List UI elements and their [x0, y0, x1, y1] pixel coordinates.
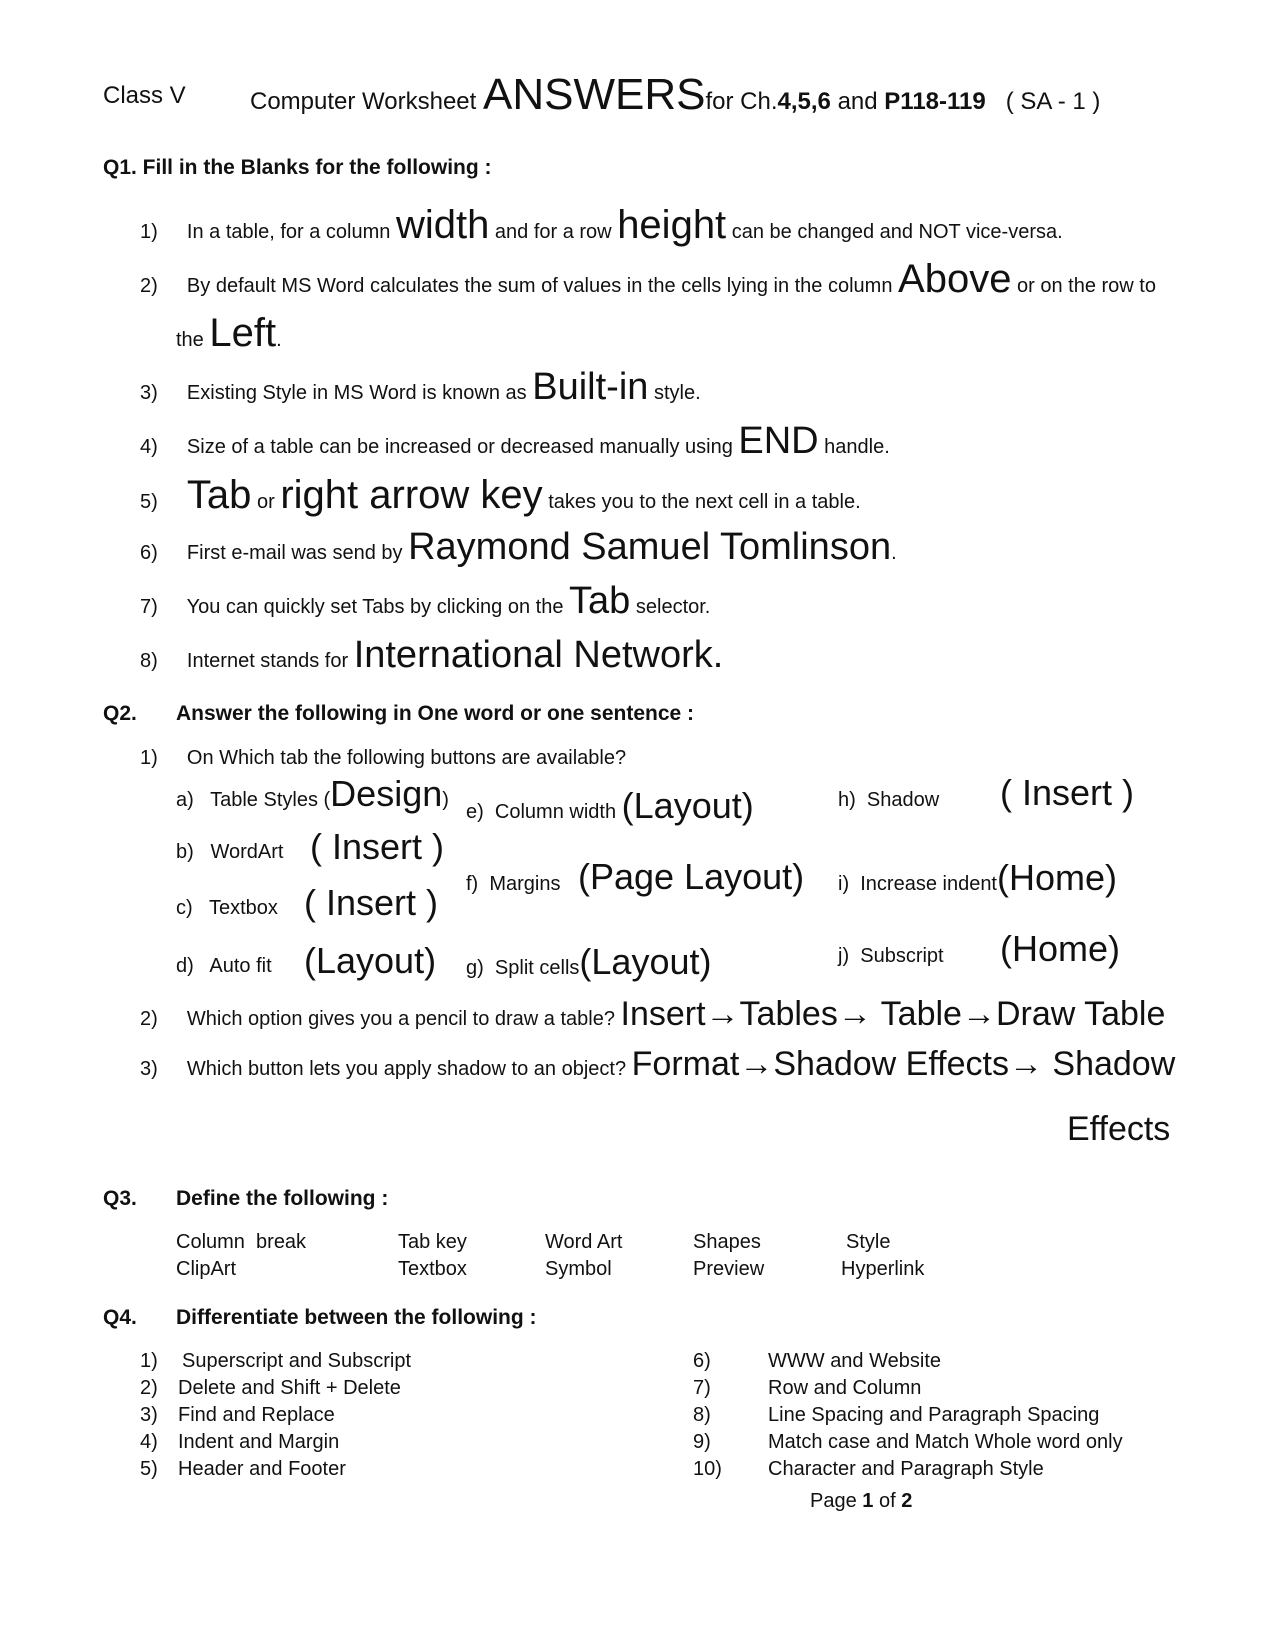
q1-item-7: [140, 576, 710, 632]
q4-heading: Differentiate between the following :: [176, 1306, 537, 1329]
button-c: [176, 884, 278, 932]
answer-draw-table: Insert→Tables→ Table→Draw Table: [620, 995, 1166, 1033]
q4-left-num: 3): [140, 1404, 158, 1426]
q2-sub-1: [140, 747, 626, 770]
item-number: 2): [140, 275, 158, 297]
item-number: 4): [140, 436, 158, 458]
item-text: Existing Style in MS Word is known as: [186, 382, 527, 404]
answer-right-arrow-key: right arrow key: [280, 473, 543, 517]
button-letter: d): [176, 955, 194, 977]
q2-label: Q2.: [103, 702, 137, 725]
answer-international-network: International Network.: [353, 634, 724, 676]
item-text: and for a row: [494, 221, 612, 243]
item-number: 6): [140, 542, 158, 564]
q4-right-text: Line Spacing and Paragraph Spacing: [768, 1404, 1100, 1426]
item-text: You can quickly set Tabs by clicking on the: [186, 596, 564, 618]
item-number: 1): [140, 747, 158, 769]
button-g: [466, 938, 711, 992]
button-f: [466, 860, 560, 908]
title-answers: ANSWERS: [482, 70, 706, 119]
item-number: 3): [140, 1058, 158, 1080]
q4-left-num: 5): [140, 1458, 158, 1480]
button-b: [176, 828, 283, 876]
button-j: [838, 932, 944, 980]
button-letter: j): [838, 945, 850, 967]
button-name: Textbox: [208, 897, 278, 919]
button-answer: (Layout): [579, 941, 712, 982]
button-e: [466, 782, 754, 836]
of-word: of: [878, 1490, 896, 1512]
item-text: In a table, for a column: [186, 221, 391, 243]
item-number: 2): [140, 1008, 158, 1030]
item-text: the: [176, 329, 204, 351]
item-text: .: [891, 542, 897, 564]
title-prefix: Computer Worksheet: [250, 88, 477, 115]
q4-right-text: Row and Column: [768, 1377, 922, 1399]
q3-term: Hyperlink: [841, 1258, 925, 1280]
q4-right-num: 9): [693, 1431, 711, 1453]
button-d-answer: (Layout): [304, 940, 437, 981]
button-name: Column width: [494, 801, 617, 823]
button-name: Shadow: [866, 789, 940, 811]
page-number: 1: [862, 1490, 874, 1512]
q4-right-num: 6): [693, 1350, 711, 1372]
button-i: [838, 854, 1117, 908]
button-letter: a): [176, 789, 194, 811]
q4-left-num: 2): [140, 1377, 158, 1399]
q4-left-text: Indent and Margin: [178, 1431, 340, 1453]
q4-label: Q4.: [103, 1306, 137, 1329]
q2-heading: Answer the following in One word or one sentence :: [176, 702, 695, 725]
item-text: or: [256, 491, 275, 513]
button-letter: c): [176, 897, 193, 919]
title-and: and: [837, 88, 878, 115]
button-f-answer: (Page Layout): [578, 856, 805, 897]
item-text: First e-mail was send by: [186, 542, 403, 564]
answer-height: height: [617, 203, 727, 247]
button-c-answer: ( Insert ): [304, 882, 439, 923]
title-sa: ( SA - 1 ): [1005, 88, 1101, 115]
q4-right-num: 7): [693, 1377, 711, 1399]
button-letter: g): [466, 957, 484, 979]
q2-sub-3: [140, 1040, 1175, 1093]
q3-term: Preview: [693, 1258, 765, 1280]
item-number: 7): [140, 596, 158, 618]
button-letter: e): [466, 801, 484, 823]
q4-right-text: Character and Paragraph Style: [768, 1458, 1044, 1480]
title-chapters: 4,5,6: [777, 88, 831, 115]
page-total: 2: [901, 1490, 913, 1512]
q4-left-text: Find and Replace: [178, 1404, 335, 1426]
button-h: [838, 776, 939, 824]
answer-end: END: [738, 420, 819, 462]
item-text: handle.: [824, 436, 890, 458]
q3-term: Shapes: [693, 1231, 761, 1253]
button-name: WordArt: [210, 841, 284, 863]
q3-label: Q3.: [103, 1187, 137, 1210]
item-text: Which option gives you a pencil to draw a table?: [186, 1008, 615, 1030]
page-footer: [810, 1490, 912, 1513]
q3-heading: Define the following :: [176, 1187, 389, 1210]
button-name: Table Styles (: [210, 789, 331, 811]
q1-item-2: [140, 254, 1156, 311]
page-header: [103, 82, 186, 110]
button-name: Increase indent: [860, 873, 997, 895]
item-text: selector.: [635, 596, 711, 618]
button-name: Auto fit: [209, 955, 272, 977]
q3-term: Word Art: [545, 1231, 623, 1253]
q4-right-text: WWW and Website: [768, 1350, 941, 1372]
answer-width: width: [395, 203, 490, 247]
q4-left-num: 1): [140, 1350, 158, 1372]
q1-item-4: [140, 416, 890, 472]
button-d: [176, 942, 272, 990]
button-answer: Design: [330, 773, 443, 814]
answer-shadow-effects-cont: Effects: [1067, 1110, 1171, 1148]
q4-left-num: 4): [140, 1431, 158, 1453]
q4-right-num: 10): [693, 1458, 722, 1480]
button-j-answer: (Home): [1000, 928, 1121, 969]
button-a: [176, 770, 449, 824]
q3-term: Column break: [176, 1231, 307, 1253]
q1-item-8: [140, 630, 723, 686]
q4-left-text: Delete and Shift + Delete: [178, 1377, 401, 1399]
answer-above: Above: [898, 257, 1012, 301]
q1-item-1: [140, 200, 1063, 257]
q2-sub-2: [140, 990, 1165, 1043]
item-text: style.: [653, 382, 701, 404]
item-number: 5): [140, 491, 158, 513]
button-b-answer: ( Insert ): [310, 826, 445, 867]
q3-term: Style: [846, 1231, 891, 1253]
item-text: Which button lets you apply shadow to an object?: [186, 1058, 627, 1080]
button-close: ): [442, 789, 449, 811]
q1-item-3: [140, 362, 701, 418]
item-text: can be changed and NOT vice-versa.: [731, 221, 1063, 243]
button-letter: i): [838, 873, 850, 895]
button-name: Split cells: [494, 957, 580, 979]
q3-term: Symbol: [545, 1258, 612, 1280]
button-name: Margins: [489, 873, 561, 895]
worksheet-title: [250, 70, 1100, 120]
q1-item-5: [140, 470, 861, 527]
item-text: By default MS Word calculates the sum of values in the cells lying in the column: [186, 275, 893, 297]
q3-term: Textbox: [398, 1258, 467, 1280]
q3-term: Tab key: [398, 1231, 467, 1253]
q3-term: ClipArt: [176, 1258, 237, 1280]
item-number: 3): [140, 382, 158, 404]
q1-item-6: [140, 522, 897, 578]
button-letter: h): [838, 789, 856, 811]
q4-left-text: Header and Footer: [178, 1458, 346, 1480]
q4-right-num: 8): [693, 1404, 711, 1426]
item-number: 8): [140, 650, 158, 672]
answer-builtin: Built-in: [532, 366, 649, 408]
answer-tomlinson: Raymond Samuel Tomlinson: [408, 526, 892, 568]
title-for: for Ch.: [705, 88, 778, 115]
button-letter: f): [466, 873, 479, 895]
class-label: Class V: [103, 82, 186, 109]
answer-tab-selector: Tab: [569, 580, 631, 622]
button-letter: b): [176, 841, 194, 863]
item-text: Internet stands for: [186, 650, 349, 672]
q4-left-text: Superscript and Subscript: [182, 1350, 412, 1372]
answer-shadow-effects: Format→Shadow Effects→ Shadow: [631, 1045, 1176, 1083]
item-number: 1): [140, 221, 158, 243]
item-text: takes you to the next cell in a table.: [548, 491, 861, 513]
answer-left: Left: [209, 311, 277, 355]
answer-tab: Tab: [186, 473, 252, 517]
q4-right-text: Match case and Match Whole word only: [768, 1431, 1123, 1453]
item-text: or on the row to: [1017, 275, 1156, 297]
item-text: On Which tab the following buttons are available?: [186, 747, 627, 769]
title-pages: P118-119: [884, 88, 986, 115]
item-text: Size of a table can be increased or decreased manually using: [186, 436, 733, 458]
page-word: Page: [810, 1490, 857, 1512]
button-name: Subscript: [860, 945, 944, 967]
button-h-answer: ( Insert ): [1000, 772, 1135, 813]
q1-heading: Q1. Fill in the Blanks for the following :: [103, 156, 492, 179]
button-answer: (Layout): [621, 785, 754, 826]
button-answer: (Home): [997, 857, 1118, 898]
item-text: .: [276, 329, 282, 351]
q1-item-2-cont: [176, 308, 282, 365]
